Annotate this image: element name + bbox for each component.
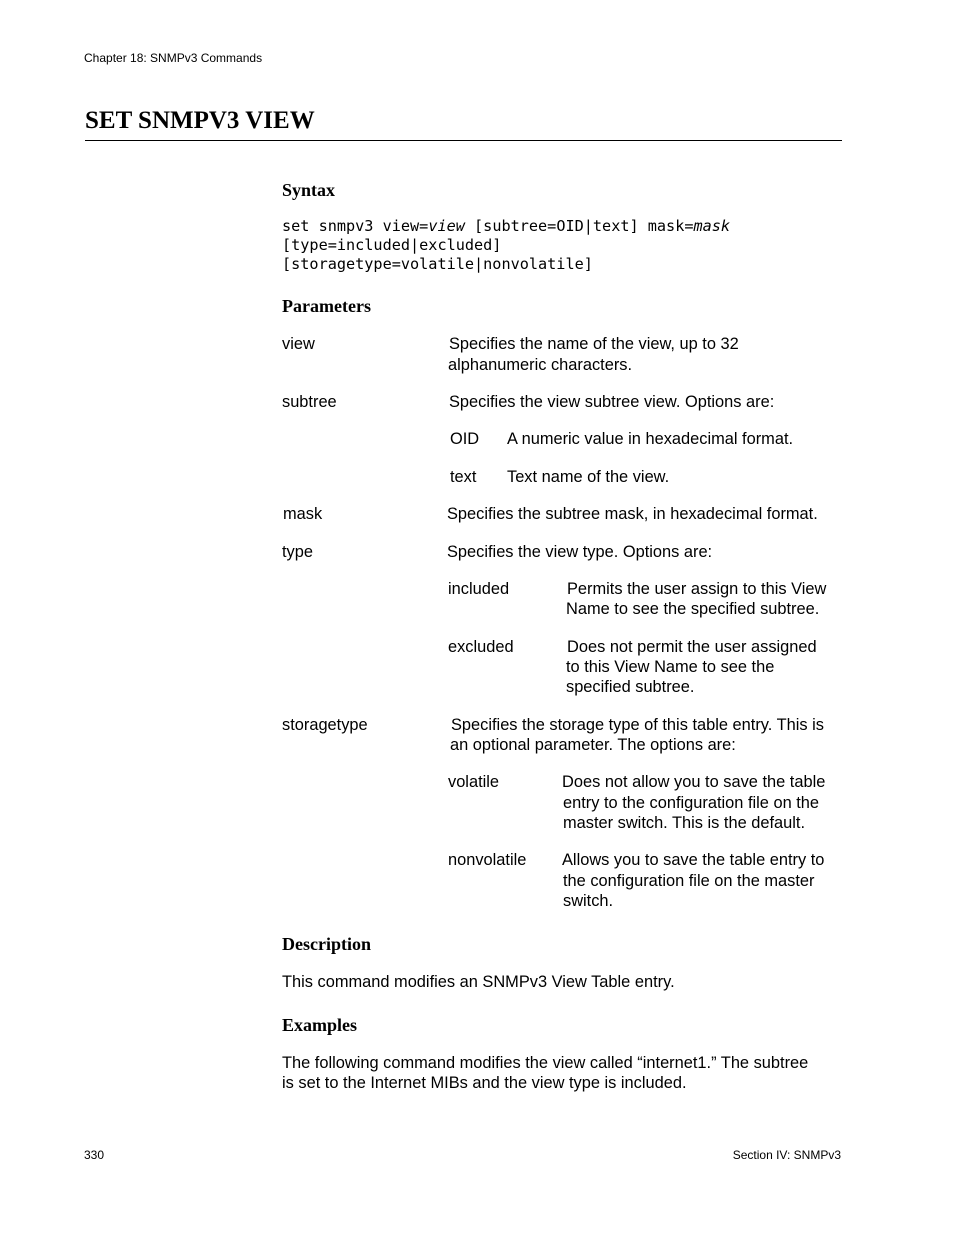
description-heading: Description	[282, 934, 371, 954]
param-desc-storagetype: Specifies the storage type of this table entry. This is	[451, 716, 824, 734]
option-name-included: included	[448, 580, 510, 598]
examples-heading: Examples	[282, 1015, 358, 1035]
page-title: SET SNMPV3 VIEW	[85, 107, 315, 134]
option-desc-excluded: Does not permit the user assigned	[567, 638, 817, 656]
syntax-text: [subtree=OID|text] mask=	[464, 217, 694, 235]
param-desc-storagetype: an optional parameter. The options are:	[450, 736, 736, 754]
option-name-nonvolatile: nonvolatile	[448, 851, 527, 869]
option-desc-excluded: to this View Name to see the	[566, 658, 775, 676]
option-desc-included: Permits the user assign to this View	[567, 580, 827, 598]
option-desc-nonvolatile: Allows you to save the table entry to	[562, 851, 825, 869]
param-name-subtree: subtree	[282, 393, 337, 411]
running-header: Chapter 18: SNMPv3 Commands	[84, 51, 263, 65]
param-name-type: type	[282, 543, 313, 561]
description-text: This command modifies an SNMPv3 View Table entry.	[282, 973, 675, 991]
option-desc-nonvolatile: switch.	[563, 892, 614, 910]
option-desc-text: Text name of the view.	[507, 468, 670, 486]
param-name-view: view	[282, 335, 315, 353]
section-footer: Section IV: SNMPv3	[732, 1148, 841, 1162]
param-desc-view: alphanumeric characters.	[448, 356, 633, 374]
option-desc-volatile: Does not allow you to save the table	[562, 773, 826, 791]
option-desc-volatile: master switch. This is the default.	[563, 814, 806, 832]
option-name-volatile: volatile	[448, 773, 500, 791]
syntax-heading: Syntax	[282, 180, 336, 200]
option-name-excluded: excluded	[448, 638, 514, 656]
syntax-mask-variable: mask	[693, 217, 731, 235]
examples-text: is set to the Internet MIBs and the view type is included.	[282, 1074, 687, 1092]
syntax-line-2: [type=included|excluded]	[282, 236, 502, 254]
title-rule	[85, 140, 842, 141]
option-name-text: text	[450, 468, 477, 486]
syntax-line-3: [storagetype=volatile|nonvolatile]	[282, 255, 593, 273]
examples-text: The following command modifies the view called “internet1.” The subtree	[282, 1054, 809, 1072]
option-desc-oid: A numeric value in hexadecimal format.	[507, 430, 794, 448]
param-name-mask: mask	[283, 505, 323, 523]
param-desc-mask: Specifies the subtree mask, in hexadecimal format.	[447, 505, 818, 523]
option-desc-nonvolatile: the configuration file on the master	[563, 872, 815, 890]
param-desc-type: Specifies the view type. Options are:	[447, 543, 713, 561]
syntax-text: set snmpv3 view=	[282, 217, 429, 235]
syntax-view-variable: view	[428, 217, 465, 235]
param-desc-view: Specifies the name of the view, up to 32	[449, 335, 739, 353]
syntax-line-1	[282, 217, 730, 236]
option-desc-included: Name to see the specified subtree.	[566, 600, 820, 618]
option-name-oid: OID	[450, 430, 480, 448]
param-desc-subtree: Specifies the view subtree view. Options are:	[449, 393, 775, 411]
parameters-heading: Parameters	[282, 296, 371, 316]
page-number: 330	[84, 1148, 105, 1162]
option-desc-volatile: entry to the configuration file on the	[563, 794, 820, 812]
param-name-storagetype: storagetype	[282, 716, 368, 734]
option-desc-excluded: specified subtree.	[566, 678, 695, 696]
